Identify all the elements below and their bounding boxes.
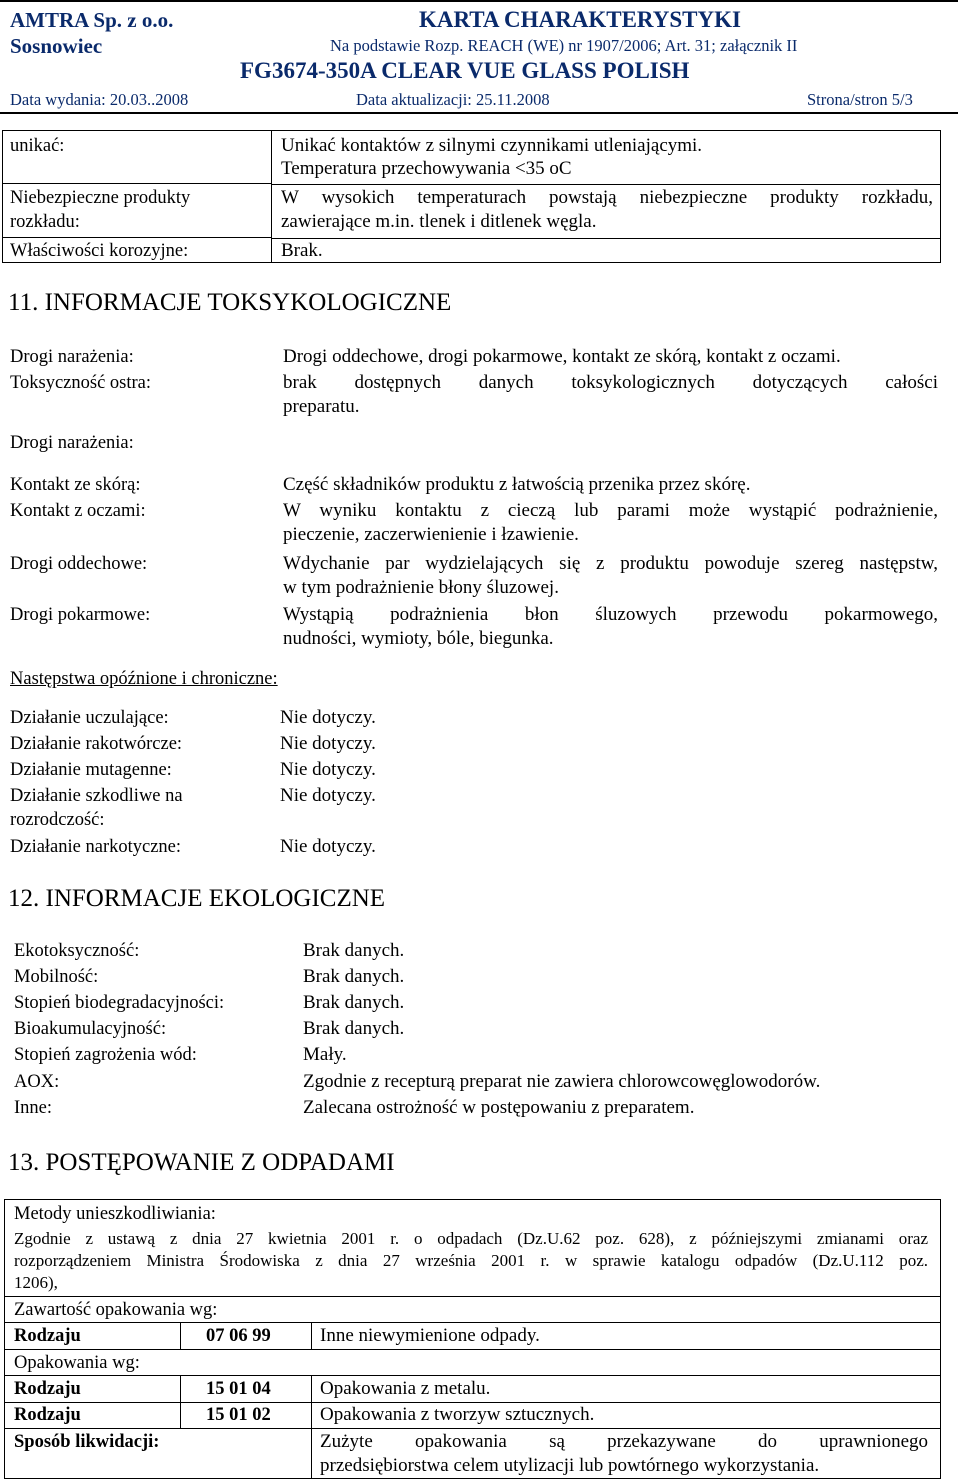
exposure-routes-2-label: Drogi narażenia: xyxy=(10,433,134,453)
carcinogenic-label: Działanie rakotwórcze: xyxy=(10,734,183,754)
decomposition-label-2: rozkładu: xyxy=(10,212,80,232)
content-kind: Rodzaju xyxy=(14,1326,81,1346)
avoid-line-1: Unikać kontaktów z silnymi czynnikami utleniającymi. xyxy=(281,135,703,156)
disposal-method-line-1: Zużyte opakowania są przekazywane do uprawnionego xyxy=(320,1431,928,1452)
bioaccumulation-value: Brak danych. xyxy=(303,1018,405,1039)
disposal-methods-line-2: rozporządzeniem Ministra Środowiska z dnia 27 września 2001 r. w sprawie katalogu odpadów (Dz.U.112 poz. xyxy=(14,1251,928,1270)
exposure-routes-label: Drogi narażenia: xyxy=(10,347,134,367)
skin-contact-value: Część składników produktu z łatwością przenika przez skórę. xyxy=(283,474,751,495)
section-11-title: 11. INFORMACJE TOKSYKOLOGICZNE xyxy=(8,289,452,316)
page-number: Strona/stron 5/3 xyxy=(807,90,913,109)
mutagenic-value: Nie dotyczy. xyxy=(280,759,376,780)
eye-contact-line-2: pieczenie, zaczerwienienie i łzawienie. xyxy=(283,524,579,545)
reproductive-label-2: rozrodczość: xyxy=(10,810,105,830)
respiratory-label: Drogi oddechowe: xyxy=(10,554,148,574)
eye-contact-line-1: W wyniku kontaktu z cieczą lub parami może wystąpić podrażnienie, xyxy=(283,500,938,521)
ingestion-label: Drogi pokarmowe: xyxy=(10,605,151,625)
narcotic-value: Nie dotyczy. xyxy=(280,836,376,857)
mobility-label: Mobilność: xyxy=(14,967,99,987)
packaging-kind-2: Rodzaju xyxy=(14,1405,81,1425)
acute-toxicity-line-2: preparatu. xyxy=(283,396,360,417)
respiratory-line-2: w tym podrażnienie błony śluzowej. xyxy=(283,577,559,598)
other-label: Inne: xyxy=(14,1098,53,1118)
packaging-kind-1: Rodzaju xyxy=(14,1379,81,1399)
disposal-method-label: Sposób likwidacji: xyxy=(14,1432,160,1452)
decomposition-line-1: W wysokich temperaturach powstają niebezpieczne produkty rozkładu, xyxy=(281,187,933,208)
company-city: Sosnowiec xyxy=(10,34,103,58)
disposal-method-line-2: przedsiębiorstwa celem utylizacji lub powtórnego wykorzystania. xyxy=(320,1455,820,1476)
mobility-value: Brak danych. xyxy=(303,966,405,987)
biodegradability-value: Brak danych. xyxy=(303,992,405,1013)
update-date: Data aktualizacji: 25.11.2008 xyxy=(356,90,550,109)
eye-contact-label: Kontakt z oczami: xyxy=(10,501,146,521)
packaging-code-2: 15 01 02 xyxy=(206,1405,271,1425)
disposal-methods-line-3: 1206), xyxy=(14,1273,58,1292)
packaging-label: Opakowania wg: xyxy=(14,1353,140,1373)
document-title: KARTA CHARAKTERYSTYKI xyxy=(419,7,741,32)
reproductive-label: Działanie szkodliwe na xyxy=(10,786,183,806)
mutagenic-label: Działanie mutagenne: xyxy=(10,760,172,780)
content-description: Inne niewymienione odpady. xyxy=(320,1325,540,1346)
water-hazard-label: Stopień zagrożenia wód: xyxy=(14,1045,197,1065)
decomposition-label-1: Niebezpieczne produkty xyxy=(10,188,191,208)
section-13-title: 13. POSTĘPOWANIE Z ODPADAMI xyxy=(8,1149,395,1176)
packaging-code-1: 15 01 04 xyxy=(206,1379,271,1399)
regulation-reference: Na podstawie Rozp. REACH (WE) nr 1907/2006; Art. 31; załącznik II xyxy=(330,36,798,55)
ecotoxicity-value: Brak danych. xyxy=(303,940,405,961)
disposal-methods-label: Metody unieszkodliwiania: xyxy=(14,1204,216,1224)
sensitizing-value: Nie dotyczy. xyxy=(280,707,376,728)
avoid-label: unikać: xyxy=(10,136,65,156)
packaging-description-1: Opakowania z metalu. xyxy=(320,1378,491,1399)
biodegradability-label: Stopień biodegradacyjności: xyxy=(14,993,225,1013)
carcinogenic-value: Nie dotyczy. xyxy=(280,733,376,754)
exposure-routes-value: Drogi oddechowe, drogi pokarmowe, kontakt ze skórą, kontakt z oczami. xyxy=(283,346,841,367)
water-hazard-value: Mały. xyxy=(303,1044,347,1065)
delayed-effects-label: Następstwa opóźnione i chroniczne: xyxy=(10,669,278,689)
company-name: AMTRA Sp. z o.o. xyxy=(10,8,174,32)
ecotoxicity-label: Ekotoksyczność: xyxy=(14,941,140,961)
ingestion-line-2: nudności, wymioty, bóle, biegunka. xyxy=(283,628,554,649)
other-value: Zalecana ostrożność w postępowaniu z preparatem. xyxy=(303,1097,695,1118)
avoid-line-2: Temperatura przechowywania <35 oC xyxy=(281,158,572,179)
corrosive-value: Brak. xyxy=(281,240,323,261)
bioaccumulation-label: Bioakumulacyjność: xyxy=(14,1019,167,1039)
corrosive-label: Właściwości korozyjne: xyxy=(10,241,189,261)
respiratory-line-1: Wdychanie par wydzielających się z produktu powoduje szereg następstw, xyxy=(283,553,938,574)
reproductive-value: Nie dotyczy. xyxy=(280,785,376,806)
aox-label: AOX: xyxy=(14,1072,60,1092)
content-waste-label: Zawartość opakowania wg: xyxy=(14,1300,218,1320)
sensitizing-label: Działanie uczulające: xyxy=(10,708,169,728)
packaging-description-2: Opakowania z tworzyw sztucznych. xyxy=(320,1404,595,1425)
narcotic-label: Działanie narkotyczne: xyxy=(10,837,182,857)
issue-date: Data wydania: 20.03..2008 xyxy=(10,90,189,109)
product-name: FG3674-350A CLEAR VUE GLASS POLISH xyxy=(240,58,690,83)
ingestion-line-1: Wystąpią podrażnienia błon śluzowych przewodu pokarmowego, xyxy=(283,604,938,625)
acute-toxicity-line-1: brak dostępnych danych toksykologicznych dotyczących całości xyxy=(283,372,938,393)
aox-value: Zgodnie z recepturą preparat nie zawiera chlorowcowęglowodorów. xyxy=(303,1071,821,1092)
content-code: 07 06 99 xyxy=(206,1326,271,1346)
acute-toxicity-label: Toksyczność ostra: xyxy=(10,373,152,393)
decomposition-line-2: zawierające m.in. tlenek i ditlenek węgla. xyxy=(281,211,597,232)
skin-contact-label: Kontakt ze skórą: xyxy=(10,475,141,495)
document-header xyxy=(0,0,958,114)
section-12-title: 12. INFORMACJE EKOLOGICZNE xyxy=(8,885,386,912)
disposal-methods-line-1: Zgodnie z ustawą z dnia 27 kwietnia 2001 r. o odpadach (Dz.U.62 poz. 628), z późniejszymi zmianami oraz xyxy=(14,1229,928,1248)
